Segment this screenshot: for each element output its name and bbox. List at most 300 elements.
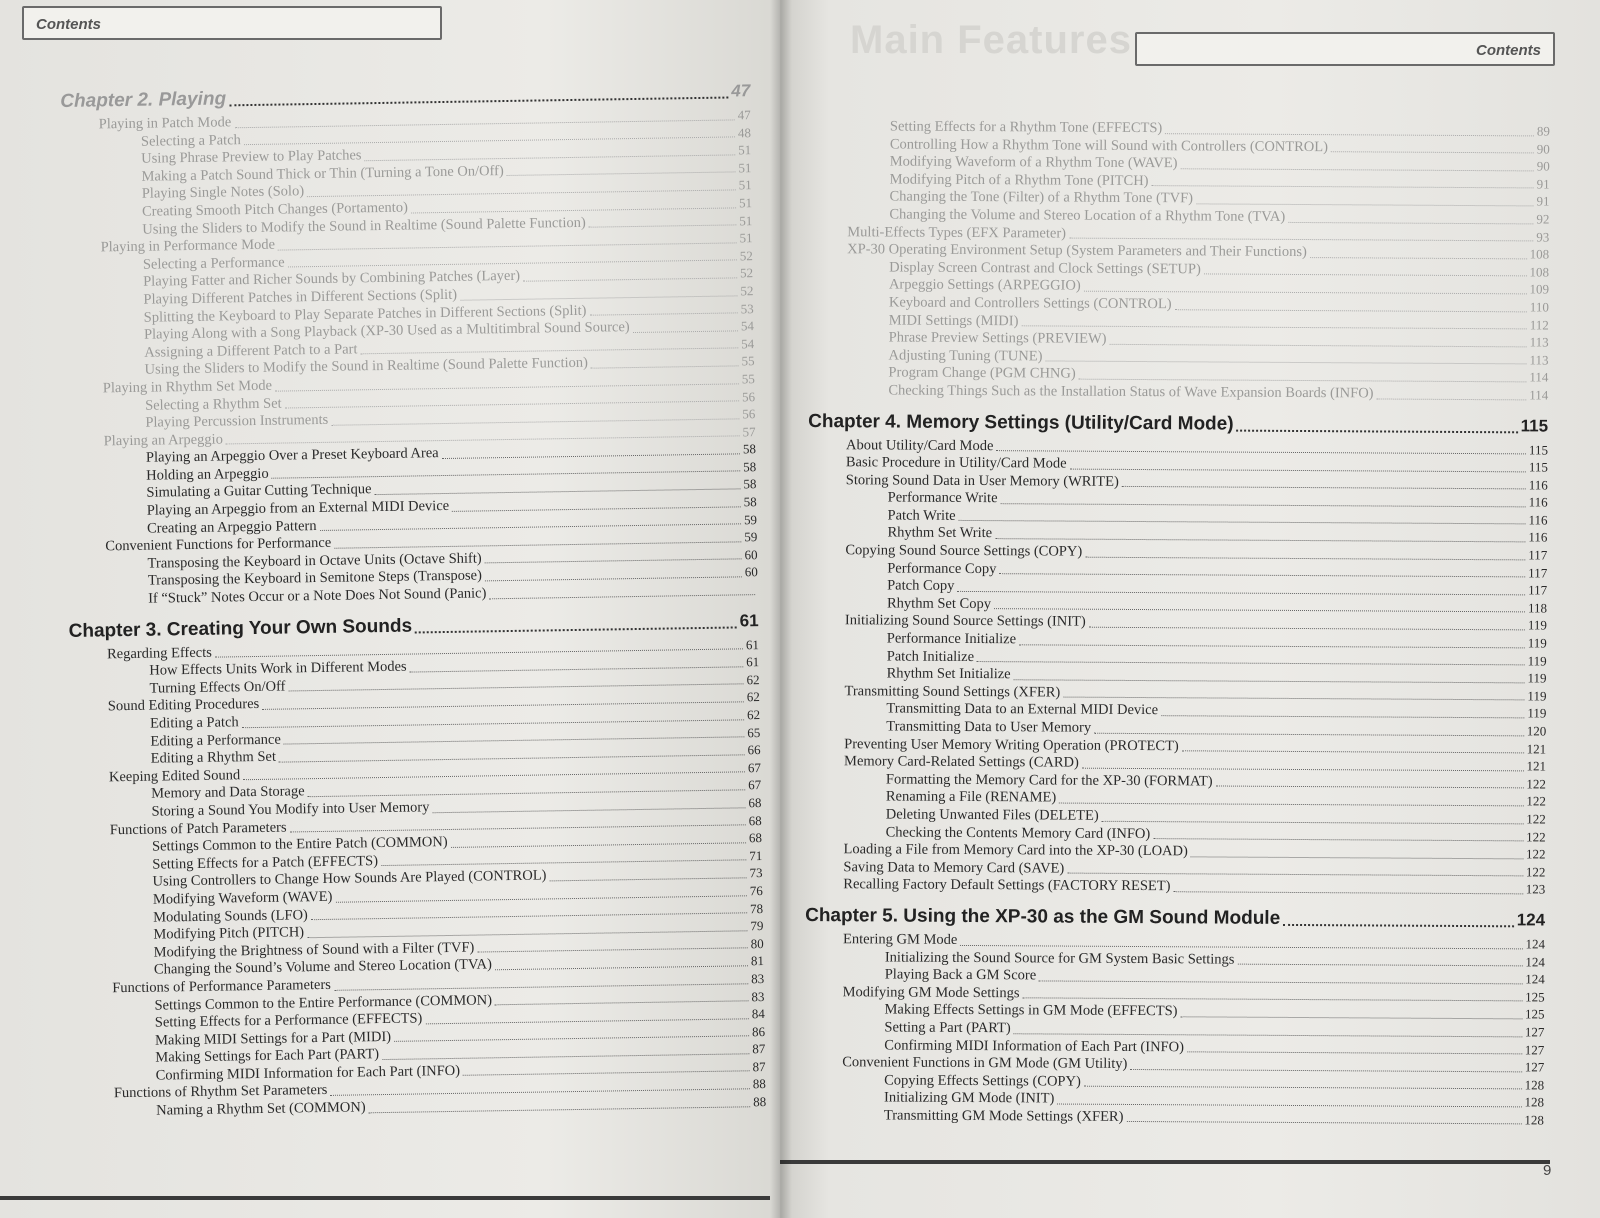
toc-entry-title: Functions of Rhythm Set Parameters	[113, 1082, 328, 1102]
toc-entry-title: Convenient Functions in GM Mode (GM Utility)	[842, 1054, 1128, 1073]
toc-leader-dots	[1187, 1051, 1522, 1054]
toc-entry-title: Loading a File from Memory Card into the XP-30 (LOAD)	[843, 841, 1188, 860]
toc-page-number: 62	[746, 671, 760, 688]
toc-leader-dots	[1310, 257, 1527, 259]
toc-page-number: 59	[743, 511, 758, 527]
toc-entry-title: Keyboard and Controllers Settings (CONTROL)	[888, 294, 1172, 313]
toc-page-number: 51	[738, 159, 752, 176]
toc-leader-dots	[1021, 325, 1526, 329]
left-page	[0, 0, 780, 1218]
toc-leader-dots	[1204, 274, 1527, 277]
toc-page-number: 56	[742, 406, 756, 422]
toc-entry-title: Changing the Volume and Stereo Location of a Rhythm Tone (TVA)	[889, 206, 1286, 225]
toc-entry-title: Multi-Effects Types (EFX Parameter)	[847, 223, 1067, 242]
right-page	[780, 0, 1600, 1218]
toc-page-number: 58	[743, 494, 757, 510]
toc-page-number: 90	[1536, 158, 1550, 174]
toc-page-number: 84	[751, 1006, 765, 1022]
toc-page-number: 119	[1527, 705, 1547, 721]
toc-entry-title: Storing Sound Data in User Memory (WRITE)	[845, 471, 1119, 490]
toc-leader-dots	[1216, 786, 1524, 789]
left-toc-list	[60, 69, 766, 1121]
right-bottom-rule	[780, 1160, 1550, 1164]
toc-page-number: 62	[746, 707, 761, 723]
toc-entry-title: Playing an Arpeggio	[103, 431, 224, 450]
toc-entry-title: Playing Along with a Song Playback (XP-30 Used as a Multitimbral Sound Source)	[143, 319, 630, 343]
toc-leader-dots	[1014, 1033, 1522, 1037]
toc-entry-title: Setting Effects for a Patch (EFFECTS)	[152, 852, 379, 873]
toc-page-number: 125	[1525, 989, 1545, 1005]
toc-leader-dots	[994, 609, 1525, 613]
toc-entry	[808, 382, 1548, 404]
toc-page-number: 123	[1525, 881, 1546, 897]
toc-leader-dots	[1122, 486, 1526, 489]
toc-entry-title: Controlling How a Rhythm Tone will Sound with Controllers (CONTROL)	[889, 136, 1329, 155]
toc-page-number: 58	[743, 476, 757, 492]
toc-entry-title: Transmitting Data to an External MIDI Device	[886, 700, 1159, 719]
toc-leader-dots	[1191, 856, 1523, 859]
toc-page-number: 51	[739, 230, 753, 246]
toc-page-number: 115	[1528, 441, 1549, 458]
toc-leader-dots	[1376, 398, 1526, 400]
toc-entry-title: Playing in Performance Mode	[100, 236, 276, 256]
toc-entry	[804, 1107, 1544, 1129]
toc-entry-title: Changing the Tone (Filter) of a Rhythm Tone (TVF)	[889, 188, 1194, 207]
toc-page-number: 116	[1528, 477, 1548, 493]
toc-page-number: 51	[738, 177, 752, 193]
toc-page-number: 124	[1525, 953, 1545, 970]
right-header-tab: Contents	[1135, 32, 1555, 66]
toc-leader-dots	[1019, 644, 1525, 648]
toc-page-number: 51	[738, 195, 753, 211]
toc-page-number: 87	[752, 1041, 766, 1057]
toc-page-number: 113	[1529, 334, 1549, 350]
toc-page-number: 86	[751, 1023, 766, 1039]
toc-entry-title: Making Settings for Each Part (PART)	[155, 1046, 380, 1066]
toc-entry-title: Modifying Waveform of a Rhythm Tone (WAVE)	[889, 153, 1178, 172]
toc-entry-title: Turning Effects On/Off	[149, 678, 286, 697]
toc-leader-dots	[1180, 168, 1533, 171]
toc-leader-dots	[1175, 309, 1527, 312]
toc-entry-title: Creating Smooth Pitch Changes (Portamento)	[141, 199, 408, 220]
toc-entry-title: Rhythm Set Write	[887, 524, 993, 542]
toc-page-number: 58	[743, 458, 757, 475]
toc-page-number: 116	[1528, 512, 1548, 528]
toc-entry-title: Selecting a Rhythm Set	[144, 395, 282, 414]
toc-entry-title: Patch Write	[887, 507, 956, 524]
toc-page-number: 65	[747, 724, 761, 740]
toc-entry-title: Splitting the Keyboard to Play Separate Patches in Different Sections (Split)	[143, 302, 587, 326]
toc-entry-title: Deleting Unwanted Files (DELETE)	[885, 806, 1099, 824]
toc-entry-title: Initializing Sound Source Settings (INIT)	[844, 612, 1086, 631]
toc-entry-title: If “Stuck” Notes Occur or a Note Does Not Sound (Panic)	[148, 585, 487, 607]
toc-leader-dots	[1069, 238, 1533, 242]
toc-page-number: 79	[750, 918, 764, 934]
toc-page-number: 58	[742, 441, 756, 457]
toc-leader-dots	[1067, 873, 1523, 877]
toc-entry-title: Modifying GM Mode Settings	[842, 983, 1020, 1002]
toc-page-number: 52	[740, 265, 754, 281]
toc-page-number: 62	[746, 689, 760, 705]
toc-leader-dots	[1331, 151, 1534, 153]
toc-leader-dots	[1059, 803, 1523, 807]
toc-entry-title: Editing a Performance	[150, 731, 281, 750]
toc-page-number: 114	[1529, 369, 1549, 385]
toc-page-number: 55	[741, 353, 755, 369]
toc-leader-dots	[489, 594, 755, 599]
toc-leader-dots	[999, 573, 1525, 577]
toc-entry-title: Functions of Performance Parameters	[112, 976, 332, 997]
toc-entry-title: Memory and Data Storage	[151, 783, 305, 803]
toc-entry-title: Playing in Rhythm Set Mode	[102, 377, 273, 397]
toc-page-number: 125	[1524, 1006, 1545, 1022]
toc-entry-title: Confirming MIDI Information for Each Part (INFO)	[155, 1062, 461, 1084]
toc-page-number: 56	[741, 388, 756, 404]
toc-entry-title: Using Controllers to Change How Sounds Are Played (CONTROL)	[152, 867, 547, 890]
toc-page-number: 60	[744, 564, 758, 580]
toc-page-number: 51	[739, 212, 753, 228]
toc-entry-title: Making MIDI Settings for a Part (MIDI)	[154, 1028, 392, 1049]
toc-page-number: 116	[1528, 494, 1548, 510]
toc-entry-title: Playing Back a GM Score	[884, 966, 1037, 984]
toc-page-number: 108	[1529, 246, 1550, 262]
toc-page-number: 91	[1536, 193, 1550, 209]
toc-page-number: 128	[1524, 1077, 1545, 1093]
toc-entry-title: Naming a Rhythm Set (COMMON)	[156, 1099, 366, 1119]
toc-leader-dots	[460, 295, 737, 300]
toc-leader-dots	[1084, 1086, 1522, 1090]
toc-entry-title: Initializing the Sound Source for GM System Basic Settings	[884, 949, 1235, 968]
toc-page-number: 52	[739, 247, 753, 264]
toc-entry-title: Playing Fatter and Richer Sounds by Combining Patches (Layer)	[143, 268, 521, 291]
toc-leader-dots	[1063, 697, 1524, 701]
toc-page-number: 127	[1524, 1059, 1545, 1075]
toc-leader-dots	[1283, 924, 1514, 927]
toc-page-number: 124	[1525, 971, 1545, 987]
toc-leader-dots	[495, 965, 748, 970]
toc-leader-dots	[1070, 468, 1526, 472]
toc-page-number: 92	[1536, 211, 1550, 227]
toc-page-number: 124	[1516, 910, 1546, 930]
toc-page-number: 127	[1524, 1041, 1545, 1058]
toc-page-number: 122	[1525, 864, 1546, 880]
toc-leader-dots	[485, 576, 742, 581]
toc-page-number: 119	[1527, 617, 1547, 633]
toc-page-number: 90	[1536, 141, 1550, 157]
toc-leader-dots	[477, 948, 747, 953]
toc-entry-title: Holding an Arpeggio	[146, 465, 269, 484]
toc-entry-title: Modifying Pitch of a Rhythm Tone (PITCH)	[889, 171, 1149, 189]
toc-entry-title: Modifying the Brightness of Sound with a Filter (TVF)	[153, 939, 475, 961]
toc-leader-dots	[1153, 838, 1523, 841]
toc-entry-title: MIDI Settings (MIDI)	[888, 312, 1019, 329]
toc-page-number: 61	[739, 610, 759, 631]
toc-page-number: 68	[748, 812, 762, 828]
toc-page-number: 119	[1527, 670, 1547, 686]
toc-page-number: 66	[747, 742, 761, 758]
toc-leader-dots	[1079, 379, 1527, 383]
toc-leader-dots	[523, 277, 737, 281]
toc-leader-dots	[1161, 715, 1524, 718]
toc-page-number: 117	[1528, 582, 1548, 598]
toc-entry-title: Arpeggio Settings (ARPEGGIO)	[888, 276, 1081, 295]
toc-page-number: 121	[1526, 740, 1547, 757]
toc-leader-dots	[591, 365, 739, 368]
toc-entry-title: Using the Sliders to Modify the Sound in Realtime (Sound Palette Function)	[142, 214, 586, 238]
toc-page-number: 119	[1527, 688, 1547, 704]
toc-entry-title: Storing a Sound You Modify into User Memory	[151, 799, 430, 820]
toc-page-number: 91	[1536, 176, 1550, 192]
toc-leader-dots	[1182, 750, 1524, 753]
toc-entry-title: Copying Sound Source Settings (COPY)	[845, 542, 1083, 560]
toc-entry-title: Performance Write	[887, 489, 998, 507]
toc-entry-title: Settings Common to the Entire Performance (COMMON)	[154, 991, 493, 1014]
toc-page-number: 71	[749, 847, 763, 864]
toc-page-number: 89	[1536, 123, 1550, 139]
toc-leader-dots	[1057, 1103, 1521, 1107]
toc-entry-title: Memory Card-Related Settings (CARD)	[844, 753, 1079, 771]
toc-page-number: 122	[1525, 846, 1546, 862]
toc-page-number: 48	[737, 124, 752, 140]
toc-entry-title: Performance Initialize	[886, 630, 1017, 648]
toc-entry-title: Assigning a Different Patch to a Part	[144, 341, 358, 361]
toc-page-number: 128	[1524, 1094, 1545, 1110]
page-number: 9	[1543, 1162, 1552, 1179]
toc-page-number: 119	[1527, 635, 1547, 651]
toc-page-number: 93	[1536, 229, 1550, 245]
toc-entry-title: Saving Data to Memory Card (SAVE)	[843, 858, 1065, 877]
toc-page-number: 47	[737, 107, 751, 123]
toc-page-number: 115	[1520, 415, 1549, 436]
toc-entry-title: Basic Procedure in Utility/Card Mode	[845, 454, 1067, 472]
toc-entry-title: Selecting a Patch	[140, 131, 241, 150]
toc-page-number: 121	[1526, 758, 1547, 774]
toc-entry-title: Chapter 3. Creating Your Own Sounds	[68, 615, 413, 642]
left-header-tab: Contents	[22, 6, 442, 40]
toc-page-number: 57	[742, 423, 756, 440]
toc-entry-title: Keeping Edited Sound	[108, 767, 241, 786]
toc-entry-title: Display Screen Contrast and Clock Settings (SETUP)	[889, 259, 1201, 278]
book-gutter	[770, 0, 792, 1218]
toc-entry-title: Playing in Patch Mode	[98, 114, 232, 133]
toc-leader-dots	[959, 520, 1526, 524]
toc-page-number: 68	[748, 795, 762, 811]
toc-page-number: 117	[1528, 565, 1548, 581]
toc-entry-title: Convenient Functions for Performance	[105, 535, 332, 555]
toc-leader-dots	[415, 626, 737, 633]
toc-entry-title: Modifying Waveform (WAVE)	[152, 888, 333, 908]
toc-entry-title: Playing Single Notes (Solo)	[141, 183, 305, 203]
toc-entry-title: Sound Editing Procedures	[107, 696, 260, 715]
toc-entry-title: Transmitting GM Mode Settings (XFER)	[883, 1107, 1124, 1125]
toc-entry-title: Transposing the Keyboard in Octave Units (Octave Shift)	[147, 550, 482, 572]
toc-leader-dots	[1130, 1069, 1521, 1072]
toc-page-number: 122	[1526, 811, 1546, 827]
toc-entry-title: XP-30 Operating Environment Setup (System Parameters and Their Functions)	[847, 241, 1307, 261]
toc-page-number: 83	[751, 970, 765, 987]
toc-page-number: 80	[750, 935, 764, 951]
toc-leader-dots	[550, 877, 747, 881]
toc-entry-title: Preventing User Memory Writing Operation (PROTECT)	[844, 735, 1179, 754]
toc-leader-dots	[495, 1000, 749, 1005]
toc-page-number: 51	[738, 142, 752, 158]
toc-leader-dots	[960, 944, 1522, 948]
toc-entry-title: Making a Patch Sound Thick or Thin (Turning a Tone On/Off)	[141, 162, 504, 185]
toc-entry-title: Copying Effects Settings (COPY)	[884, 1072, 1081, 1090]
watermark-text: Main Features	[850, 18, 1132, 62]
toc-page-number: 52	[740, 283, 754, 299]
toc-entry-title: Confirming MIDI Information of Each Part (INFO)	[884, 1036, 1184, 1055]
toc-leader-dots	[1180, 1016, 1522, 1019]
toc-page-number: 60	[744, 546, 758, 563]
toc-leader-dots	[1102, 820, 1523, 824]
toc-entry-title: Modulating Sounds (LFO)	[153, 906, 308, 926]
toc-page-number: 81	[750, 953, 765, 969]
toc-entry-title: Settings Common to the Entire Patch (COMMON)	[151, 834, 448, 855]
toc-leader-dots	[1039, 980, 1522, 984]
toc-entry-title: Editing a Rhythm Set	[150, 748, 277, 767]
toc-page-number: 55	[741, 371, 755, 387]
toc-page-number: 47	[731, 81, 751, 101]
toc-leader-dots	[589, 313, 737, 316]
left-bottom-rule	[0, 1196, 770, 1200]
toc-page-number: 73	[749, 865, 763, 881]
toc-page-number: 83	[751, 988, 765, 1004]
toc-entry-title: Chapter 2. Playing	[60, 88, 227, 112]
toc-leader-dots	[1084, 291, 1527, 295]
toc-entry-title: Transmitting Data to User Memory	[886, 718, 1092, 736]
toc-page-number: 120	[1526, 723, 1547, 739]
toc-leader-dots	[957, 591, 1525, 595]
right-toc-list	[804, 118, 1550, 1129]
toc-leader-dots	[485, 559, 742, 564]
toc-leader-dots	[996, 450, 1526, 454]
toc-page-number: 128	[1524, 1112, 1544, 1128]
toc-entry-title: Setting Effects for a Rhythm Tone (EFFECTS)	[889, 118, 1163, 137]
toc-entry-title: Making Effects Settings in GM Mode (EFFECTS)	[884, 1001, 1178, 1020]
toc-leader-dots	[1126, 1121, 1521, 1124]
toc-page-number: 67	[748, 777, 762, 793]
toc-entry-title: Functions of Patch Parameters	[109, 819, 287, 838]
toc-page-number: 88	[752, 1076, 766, 1092]
toc-entry-title: Entering GM Mode	[842, 931, 958, 948]
toc-page-number: 122	[1526, 828, 1546, 845]
toc-page-number: 61	[746, 654, 760, 670]
toc-page-number: 118	[1527, 600, 1548, 616]
toc-leader-dots	[1022, 998, 1522, 1002]
toc-page-number: 109	[1529, 281, 1550, 297]
toc-leader-dots	[1001, 503, 1526, 507]
toc-entry-title: Checking the Contents Memory Card (INFO)	[885, 824, 1151, 842]
toc-entry-title: Modifying Pitch (PITCH)	[153, 924, 305, 943]
toc-entry-title: Phrase Preview Settings (PREVIEW)	[888, 329, 1107, 347]
toc-entry-title: Chapter 5. Using the XP-30 as the GM Sound Module	[805, 904, 1281, 929]
toc-page-number: 76	[749, 882, 763, 899]
toc-leader-dots	[1237, 964, 1522, 967]
toc-entry-title: Simulating a Guitar Cutting Technique	[146, 481, 372, 502]
toc-entry-title: Patch Initialize	[886, 648, 975, 665]
toc-entry-title: How Effects Units Work in Different Modes	[149, 658, 407, 679]
toc-entry-title: Formatting the Memory Card for the XP-30 (FORMAT)	[885, 771, 1213, 790]
toc-leader-dots	[633, 330, 738, 333]
toc-page-number: 117	[1528, 547, 1548, 563]
toc-leader-dots	[995, 538, 1525, 542]
toc-entry-title: Rhythm Set Initialize	[886, 665, 1011, 683]
toc-page-number: 122	[1526, 793, 1546, 809]
toc-entry-title: Playing an Arpeggio Over a Preset Keyboard Area	[145, 445, 439, 466]
toc-entry-title: Performance Copy	[887, 560, 997, 577]
toc-leader-dots	[1173, 891, 1522, 894]
toc-entry-title: Transposing the Keyboard in Semitone Steps (Transpose)	[147, 567, 482, 590]
toc-page-number: 113	[1529, 352, 1549, 368]
toc-entry-title: Program Change (PGM CHNG)	[888, 364, 1076, 382]
toc-leader-dots	[369, 1106, 751, 1113]
toc-page-number: 68	[748, 830, 763, 846]
toc-page-number: 59	[744, 529, 758, 545]
toc-page-number: 61	[745, 636, 760, 652]
toc-page-number: 54	[741, 335, 755, 352]
toc-page-number: 114	[1529, 387, 1549, 403]
toc-page-number: 87	[752, 1058, 766, 1075]
toc-entry-title: Editing a Patch	[149, 714, 239, 732]
toc-entry-title: Initializing GM Mode (INIT)	[883, 1089, 1055, 1107]
toc-entry-title: Selecting a Performance	[142, 254, 285, 273]
toc-leader-dots	[1288, 221, 1533, 223]
toc-page-number: 116	[1528, 529, 1548, 545]
toc-entry-title: About Utility/Card Mode	[845, 436, 994, 454]
toc-entry-title: Playing Percussion Instruments	[145, 411, 329, 431]
toc-page-number: 54	[740, 318, 755, 334]
toc-entry-title: Adjusting Tuning (TUNE)	[888, 347, 1043, 365]
toc-page-number: 115	[1528, 459, 1548, 475]
toc-leader-dots	[1014, 679, 1525, 683]
toc-leader-dots	[1082, 767, 1524, 771]
toc-leader-dots	[589, 225, 737, 228]
toc-leader-dots	[1045, 361, 1526, 365]
toc-entry-title: Playing Different Patches in Different Sections (Split)	[143, 286, 458, 308]
toc-entry-title: Using Phrase Preview to Play Patches	[141, 147, 362, 167]
toc-entry-title: Using the Sliders to Modify the Sound in Realtime (Sound Palette Function)	[144, 355, 589, 379]
toc-entry-title: Regarding Effects	[106, 644, 212, 662]
toc-entry-title: Checking Things Such as the Installation Status of Wave Expansion Boards (INFO)	[888, 382, 1374, 402]
toc-page-number: 112	[1529, 316, 1549, 333]
toc-leader-dots	[1196, 203, 1533, 206]
toc-entry-title: Setting a Part (PART)	[884, 1019, 1011, 1037]
toc-entry-title: Rhythm Set Copy	[886, 595, 992, 612]
toc-entry-title: Playing an Arpeggio from an External MIDI Device	[146, 498, 450, 519]
toc-page-number: 124	[1525, 936, 1546, 952]
toc-leader-dots	[1094, 732, 1524, 736]
toc-entry-title: Setting Effects for a Performance (EFFECTS)	[154, 1010, 423, 1031]
toc-leader-dots	[1109, 344, 1526, 348]
toc-page-number: 127	[1524, 1024, 1545, 1040]
toc-leader-dots	[229, 97, 728, 107]
toc-page-number: 108	[1529, 264, 1550, 280]
toc-leader-dots	[977, 661, 1525, 665]
toc-leader-dots	[1165, 133, 1534, 136]
toc-leader-dots	[1151, 185, 1533, 188]
toc-page-number: 110	[1529, 299, 1549, 315]
toc-entry-title: Patch Copy	[887, 577, 955, 595]
toc-entry-title: Renaming a File (RENAME)	[885, 788, 1057, 806]
toc-leader-dots	[1237, 429, 1518, 433]
toc-page-number: 119	[1527, 653, 1547, 669]
toc-leader-dots	[1085, 556, 1525, 560]
toc-leader-dots	[1089, 627, 1525, 631]
toc-page-number: 67	[747, 759, 762, 776]
toc-entry-title: Transmitting Sound Settings (XFER)	[844, 683, 1061, 701]
toc-entry	[805, 876, 1545, 898]
